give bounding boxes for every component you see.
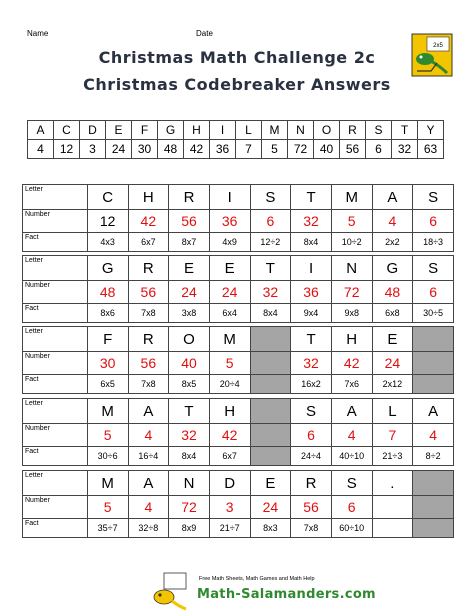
- footer-site-link[interactable]: Math-Salamanders.com: [197, 587, 376, 602]
- row-label-number: Number: [23, 424, 88, 447]
- puzzle-number-row: [23, 281, 454, 304]
- number-cell: 3: [209, 496, 250, 519]
- number-cell: 36: [291, 281, 332, 304]
- key-number-cell: 6: [366, 140, 392, 159]
- puzzle-letter-row: [23, 327, 454, 352]
- letter-cell: S: [413, 185, 454, 210]
- blank-cell: [413, 496, 454, 519]
- number-cell: 4: [128, 424, 169, 447]
- key-letter-cell: M: [262, 121, 288, 140]
- fact-cell: 35÷7: [87, 519, 128, 538]
- row-label-letter: Letter: [23, 471, 88, 496]
- fact-cell: 8x6: [87, 304, 128, 323]
- letter-cell: G: [372, 256, 413, 281]
- blank-cell: [250, 327, 291, 352]
- letter-cell: G: [87, 256, 128, 281]
- key-letter-cell: R: [340, 121, 366, 140]
- fact-cell: 7x8: [128, 375, 169, 394]
- letter-cell: O: [169, 327, 210, 352]
- key-number-cell: 4: [28, 140, 54, 159]
- key-letter-cell: F: [132, 121, 158, 140]
- puzzle-letter-row: [23, 399, 454, 424]
- number-cell: 48: [372, 281, 413, 304]
- number-cell: 5: [87, 424, 128, 447]
- row-label-letter: Letter: [23, 327, 88, 352]
- fact-cell: 6x8: [372, 304, 413, 323]
- key-number-cell: 36: [210, 140, 236, 159]
- letter-cell: R: [169, 185, 210, 210]
- number-cell: 24: [250, 496, 291, 519]
- number-cell: 72: [331, 281, 372, 304]
- fact-cell: 6x7: [209, 447, 250, 466]
- key-number-cell: 63: [418, 140, 444, 159]
- svg-text:2x5: 2x5: [433, 43, 443, 49]
- fact-cell: 60÷10: [331, 519, 372, 538]
- puzzle-fact-row: [23, 519, 454, 538]
- number-cell: 6: [413, 210, 454, 233]
- key-letter-cell: L: [236, 121, 262, 140]
- puzzle-fact-row: [23, 447, 454, 466]
- letter-cell: S: [291, 399, 332, 424]
- row-label-letter: Letter: [23, 185, 88, 210]
- number-cell: 56: [128, 352, 169, 375]
- fact-cell: 7x8: [128, 304, 169, 323]
- salamander-logo-icon: [411, 33, 453, 77]
- letter-cell: M: [209, 327, 250, 352]
- number-cell: 42: [331, 352, 372, 375]
- fact-cell: 8x7: [169, 233, 210, 252]
- letter-cell: N: [331, 256, 372, 281]
- fact-cell: 2x12: [372, 375, 413, 394]
- blank-cell: [250, 352, 291, 375]
- fact-cell: 4x9: [209, 233, 250, 252]
- letter-cell: F: [87, 327, 128, 352]
- key-letter-cell: H: [184, 121, 210, 140]
- fact-cell: 6x5: [87, 375, 128, 394]
- row-label-fact: Fact: [23, 375, 88, 394]
- fact-cell: 8x4: [291, 233, 332, 252]
- letter-cell: M: [87, 399, 128, 424]
- key-letter-cell: Y: [418, 121, 444, 140]
- row-label-number: Number: [23, 496, 88, 519]
- key-number-cell: 56: [340, 140, 366, 159]
- fact-cell: [372, 519, 413, 538]
- fact-cell: 30÷5: [413, 304, 454, 323]
- number-cell: 40: [169, 352, 210, 375]
- letter-cell: I: [209, 185, 250, 210]
- letter-cell: A: [128, 399, 169, 424]
- letter-cell: R: [128, 256, 169, 281]
- number-cell: 6: [413, 281, 454, 304]
- key-letter-cell: N: [288, 121, 314, 140]
- letter-cell: A: [128, 471, 169, 496]
- number-cell: 32: [250, 281, 291, 304]
- number-cell: 7: [372, 424, 413, 447]
- number-cell: 24: [209, 281, 250, 304]
- letter-cell: E: [169, 256, 210, 281]
- fact-cell: 4x3: [87, 233, 128, 252]
- key-number-cell: 48: [158, 140, 184, 159]
- fact-cell: 24÷4: [291, 447, 332, 466]
- puzzle-letter-row: [23, 256, 454, 281]
- row-label-fact: Fact: [23, 304, 88, 323]
- fact-cell: 3x8: [169, 304, 210, 323]
- fact-cell: 9x8: [331, 304, 372, 323]
- key-number-cell: 32: [392, 140, 418, 159]
- key-letter-cell: O: [314, 121, 340, 140]
- fact-cell: 10÷2: [331, 233, 372, 252]
- fact-cell: 8÷2: [413, 447, 454, 466]
- fact-cell: 7x8: [291, 519, 332, 538]
- key-number-cell: 12: [54, 140, 80, 159]
- letter-cell: H: [128, 185, 169, 210]
- puzzle-table: [22, 470, 454, 538]
- fact-cell: 6x7: [128, 233, 169, 252]
- blank-cell: [413, 471, 454, 496]
- key-letter-cell: E: [106, 121, 132, 140]
- key-number-cell: 40: [314, 140, 340, 159]
- number-cell: 48: [87, 281, 128, 304]
- number-cell: 32: [169, 424, 210, 447]
- fact-cell: 21÷7: [209, 519, 250, 538]
- letter-cell: T: [169, 399, 210, 424]
- number-cell: 24: [372, 352, 413, 375]
- footer-tagline: Free Math Sheets, Math Games and Math Help: [199, 576, 315, 582]
- number-cell: 30: [87, 352, 128, 375]
- fact-cell: 16÷4: [128, 447, 169, 466]
- date-label: Date: [196, 29, 213, 38]
- blank-cell: [250, 447, 291, 466]
- row-label-letter: Letter: [23, 256, 88, 281]
- letter-cell: H: [331, 327, 372, 352]
- row-label-fact: Fact: [23, 233, 88, 252]
- key-letter-cell: A: [28, 121, 54, 140]
- number-cell: 32: [291, 210, 332, 233]
- blank-cell: [250, 375, 291, 394]
- code-key-table: [27, 120, 444, 159]
- letter-cell: T: [291, 185, 332, 210]
- letter-cell: M: [87, 471, 128, 496]
- letter-cell: H: [209, 399, 250, 424]
- number-cell: 32: [291, 352, 332, 375]
- row-label-letter: Letter: [23, 399, 88, 424]
- puzzle-number-row: [23, 496, 454, 519]
- number-cell: 4: [413, 424, 454, 447]
- puzzle-table: [22, 255, 454, 323]
- key-letters-row: [28, 121, 444, 140]
- fact-cell: 9x4: [291, 304, 332, 323]
- key-number-cell: 5: [262, 140, 288, 159]
- fact-cell: 6x4: [209, 304, 250, 323]
- fact-cell: 8x9: [169, 519, 210, 538]
- number-cell: 12: [87, 210, 128, 233]
- puzzle-table: [22, 326, 454, 394]
- puzzle-letter-row: [23, 471, 454, 496]
- key-number-cell: 24: [106, 140, 132, 159]
- key-letter-cell: T: [392, 121, 418, 140]
- key-number-cell: 7: [236, 140, 262, 159]
- blank-cell: [250, 399, 291, 424]
- fact-cell: 18÷3: [413, 233, 454, 252]
- row-label-number: Number: [23, 352, 88, 375]
- letter-cell: L: [372, 399, 413, 424]
- puzzle-number-row: [23, 210, 454, 233]
- number-cell: 4: [331, 424, 372, 447]
- fact-cell: 16x2: [291, 375, 332, 394]
- number-cell: 6: [331, 496, 372, 519]
- fact-cell: 8x4: [250, 304, 291, 323]
- letter-cell: S: [331, 471, 372, 496]
- key-numbers-row: [28, 140, 444, 159]
- page-title-line2: Christmas Codebreaker Answers: [83, 75, 391, 94]
- key-letter-cell: I: [210, 121, 236, 140]
- fact-cell: 32÷8: [128, 519, 169, 538]
- fact-cell: 8x3: [250, 519, 291, 538]
- puzzle-fact-row: [23, 304, 454, 323]
- name-label: Name: [27, 29, 49, 38]
- letter-cell: N: [169, 471, 210, 496]
- puzzle-fact-row: [23, 233, 454, 252]
- letter-cell: .: [372, 471, 413, 496]
- key-letter-cell: G: [158, 121, 184, 140]
- number-cell: 56: [291, 496, 332, 519]
- key-number-cell: 3: [80, 140, 106, 159]
- number-cell: 4: [372, 210, 413, 233]
- fact-cell: 2x2: [372, 233, 413, 252]
- number-cell: 42: [209, 424, 250, 447]
- key-letter-cell: C: [54, 121, 80, 140]
- number-cell: 24: [169, 281, 210, 304]
- puzzle-table: [22, 184, 454, 252]
- puzzle-number-row: [23, 352, 454, 375]
- number-cell: 5: [331, 210, 372, 233]
- letter-cell: C: [87, 185, 128, 210]
- number-cell: 6: [291, 424, 332, 447]
- letter-cell: A: [372, 185, 413, 210]
- number-cell: 5: [87, 496, 128, 519]
- letter-cell: T: [291, 327, 332, 352]
- letter-cell: D: [209, 471, 250, 496]
- number-cell: 56: [169, 210, 210, 233]
- fact-cell: 40÷10: [331, 447, 372, 466]
- fact-cell: 30÷6: [87, 447, 128, 466]
- fact-cell: 8x4: [169, 447, 210, 466]
- key-letter-cell: D: [80, 121, 106, 140]
- key-number-cell: 42: [184, 140, 210, 159]
- number-cell: 6: [250, 210, 291, 233]
- blank-cell: [413, 327, 454, 352]
- key-number-cell: 30: [132, 140, 158, 159]
- fact-cell: 12÷2: [250, 233, 291, 252]
- fact-cell: 8x5: [169, 375, 210, 394]
- row-label-number: Number: [23, 281, 88, 304]
- fact-cell: 20÷4: [209, 375, 250, 394]
- number-cell: 56: [128, 281, 169, 304]
- fact-cell: 21÷3: [372, 447, 413, 466]
- number-cell: [372, 496, 413, 519]
- blank-cell: [413, 519, 454, 538]
- letter-cell: S: [250, 185, 291, 210]
- blank-cell: [413, 352, 454, 375]
- letter-cell: A: [413, 399, 454, 424]
- letter-cell: E: [209, 256, 250, 281]
- page-title-line1: Christmas Math Challenge 2c: [98, 48, 376, 67]
- puzzle-fact-row: [23, 375, 454, 394]
- letter-cell: S: [413, 256, 454, 281]
- number-cell: 5: [209, 352, 250, 375]
- blank-cell: [413, 375, 454, 394]
- puzzle-number-row: [23, 424, 454, 447]
- letter-cell: R: [291, 471, 332, 496]
- fact-cell: 7x6: [331, 375, 372, 394]
- salamander-footer-icon: [150, 571, 188, 611]
- number-cell: 42: [128, 210, 169, 233]
- puzzle-letter-row: [23, 185, 454, 210]
- key-number-cell: 72: [288, 140, 314, 159]
- row-label-fact: Fact: [23, 519, 88, 538]
- number-cell: 36: [209, 210, 250, 233]
- letter-cell: T: [250, 256, 291, 281]
- letter-cell: M: [331, 185, 372, 210]
- key-letter-cell: S: [366, 121, 392, 140]
- number-cell: 72: [169, 496, 210, 519]
- letter-cell: A: [331, 399, 372, 424]
- row-label-fact: Fact: [23, 447, 88, 466]
- number-cell: 4: [128, 496, 169, 519]
- letter-cell: E: [372, 327, 413, 352]
- letter-cell: I: [291, 256, 332, 281]
- blank-cell: [250, 424, 291, 447]
- row-label-number: Number: [23, 210, 88, 233]
- letter-cell: E: [250, 471, 291, 496]
- letter-cell: R: [128, 327, 169, 352]
- puzzle-table: [22, 398, 454, 466]
